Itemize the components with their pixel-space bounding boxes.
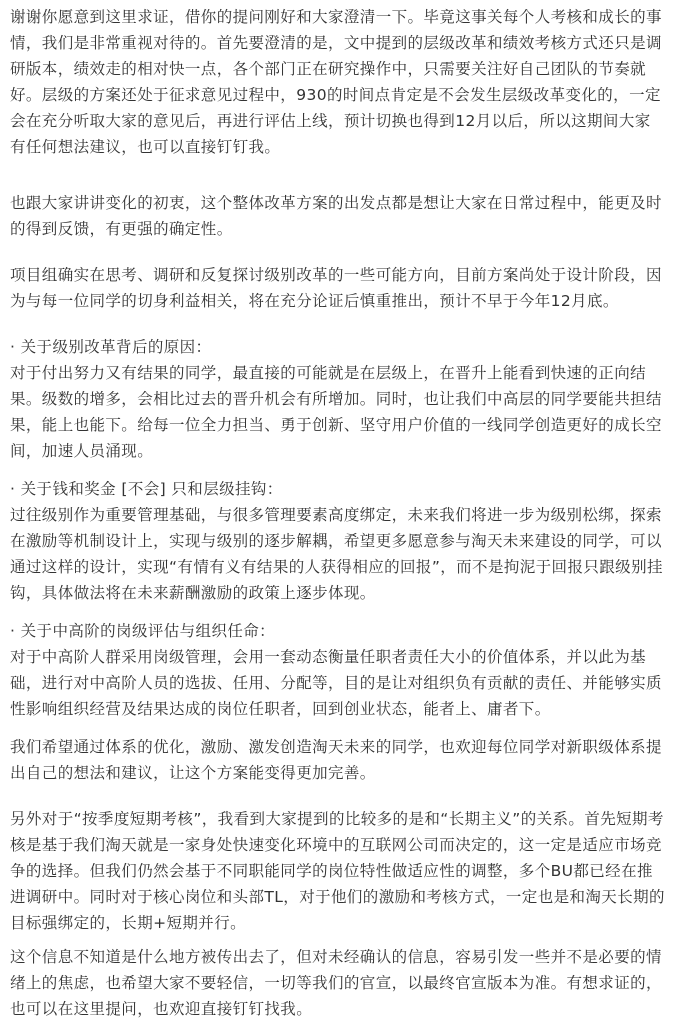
paragraph-rumor-warning: 这个信息不知道是什么地方被传出去了，但对未经确认的信息，容易引发一些并不是必要的情绪上的焦虑，也希望大家不要轻信，一切等我们的官宣，以最终官宣版本为准。有想求证的，也可以在这里提问，也欢迎直接钉钉找我。	[10, 948, 662, 1018]
paragraph-intent: 也跟大家讲讲变化的初衷，这个整体改革方案的出发点都是想让大家在日常过程中，能更及时的得到反馈，有更强的确定性。	[10, 194, 662, 238]
section-level-reform-reasons: · 关于级别改革背后的原因： 对于付出努力又有结果的同学，最直接的可能就是在层级上，在晋升上能看到快速的正向结果。级数的增多，会相比过去的晋升机会有所增加。同时，也让我们中高层的同学要能共担结果，能上也能下。给每一位全力担当、勇于创新、坚守用户价值的一线同学创造更好的成长空间，加速人员涌现。	[10, 338, 662, 460]
paragraph-quarterly-assessment: 另外对于“按季度短期考核”，我看到大家提到的比较多的是和“长期主义”的关系。首先短期考核是基于我们淘天就是一家身处快速变化环境中的互联网公司而决定的，这一定是适应市场竞争的选择。但我们仍然会基于不同职能同学的岗位特性做适应性的调整，多个BU都已经在推进调研中。同时对于核心岗位和头部TL，对于他们的激励和考核方式，一定也是和淘天长期的目标强绑定的，长期+短期并行。	[10, 810, 665, 932]
section-senior-evaluation: · 关于中高阶的岗级评估与组织任命： 对于中高阶人群采用岗级管理，会用一套动态衡量任职者责任大小的价值体系，并以此为基础，进行对中高阶人员的选拔、任用、分配等，目的是让对组织负有贡献的责任、并能够实质性影响组织经营及结果达成的岗位任职者，回到创业状态，能者上、庸者下。	[10, 622, 662, 718]
paragraph-system-optimization: 我们希望通过体系的优化，激励、激发创造淘天未来的同学，也欢迎每位同学对新职级体系提出自己的想法和建议，让这个方案能变得更加完善。	[10, 738, 662, 782]
paragraph-clarification: 谢谢你愿意到这里求证，借你的提问刚好和大家澄清一下。毕竟这事关每个人考核和成长的事情，我们是非常重视对待的。首先要澄清的是，文中提到的层级改革和绩效考核方式还只是调研版本，绩效走的相对快一点，各个部门正在研究操作中，只需要关注好自己团队的节奏就好。层级的方案还处于征求意见过程中，930的时间点肯定是不会发生层级改革变化的，一定会在充分听取大家的意见后，再进行评估上线，预计切换也得到12月以后，所以这期间大家有任何想法建议，也可以直接钉钉我。	[10, 8, 662, 156]
section-pay-and-bonus: · 关于钱和奖金 [不会] 只和层级挂钩： 过往级别作为重要管理基础，与很多管理要素高度绑定，未来我们将进一步为级别松绑，探索在激励等机制设计上，实现与级别的逐步解耦，希望更多愿意参与淘天未来建设的同学，可以通过这样的设计，实现“有情有义有结果的人获得相应的回报”，而不是拘泥于回报只跟级别挂钩，具体做法将在未来薪酬激励的政策上逐步体现。	[10, 480, 663, 602]
paragraph-project-group: 项目组确实在思考、调研和反复探讨级别改革的一些可能方向，目前方案尚处于设计阶段，因为与每一位同学的切身利益相关，将在充分论证后慎重推出，预计不早于今年12月底。	[10, 266, 662, 310]
